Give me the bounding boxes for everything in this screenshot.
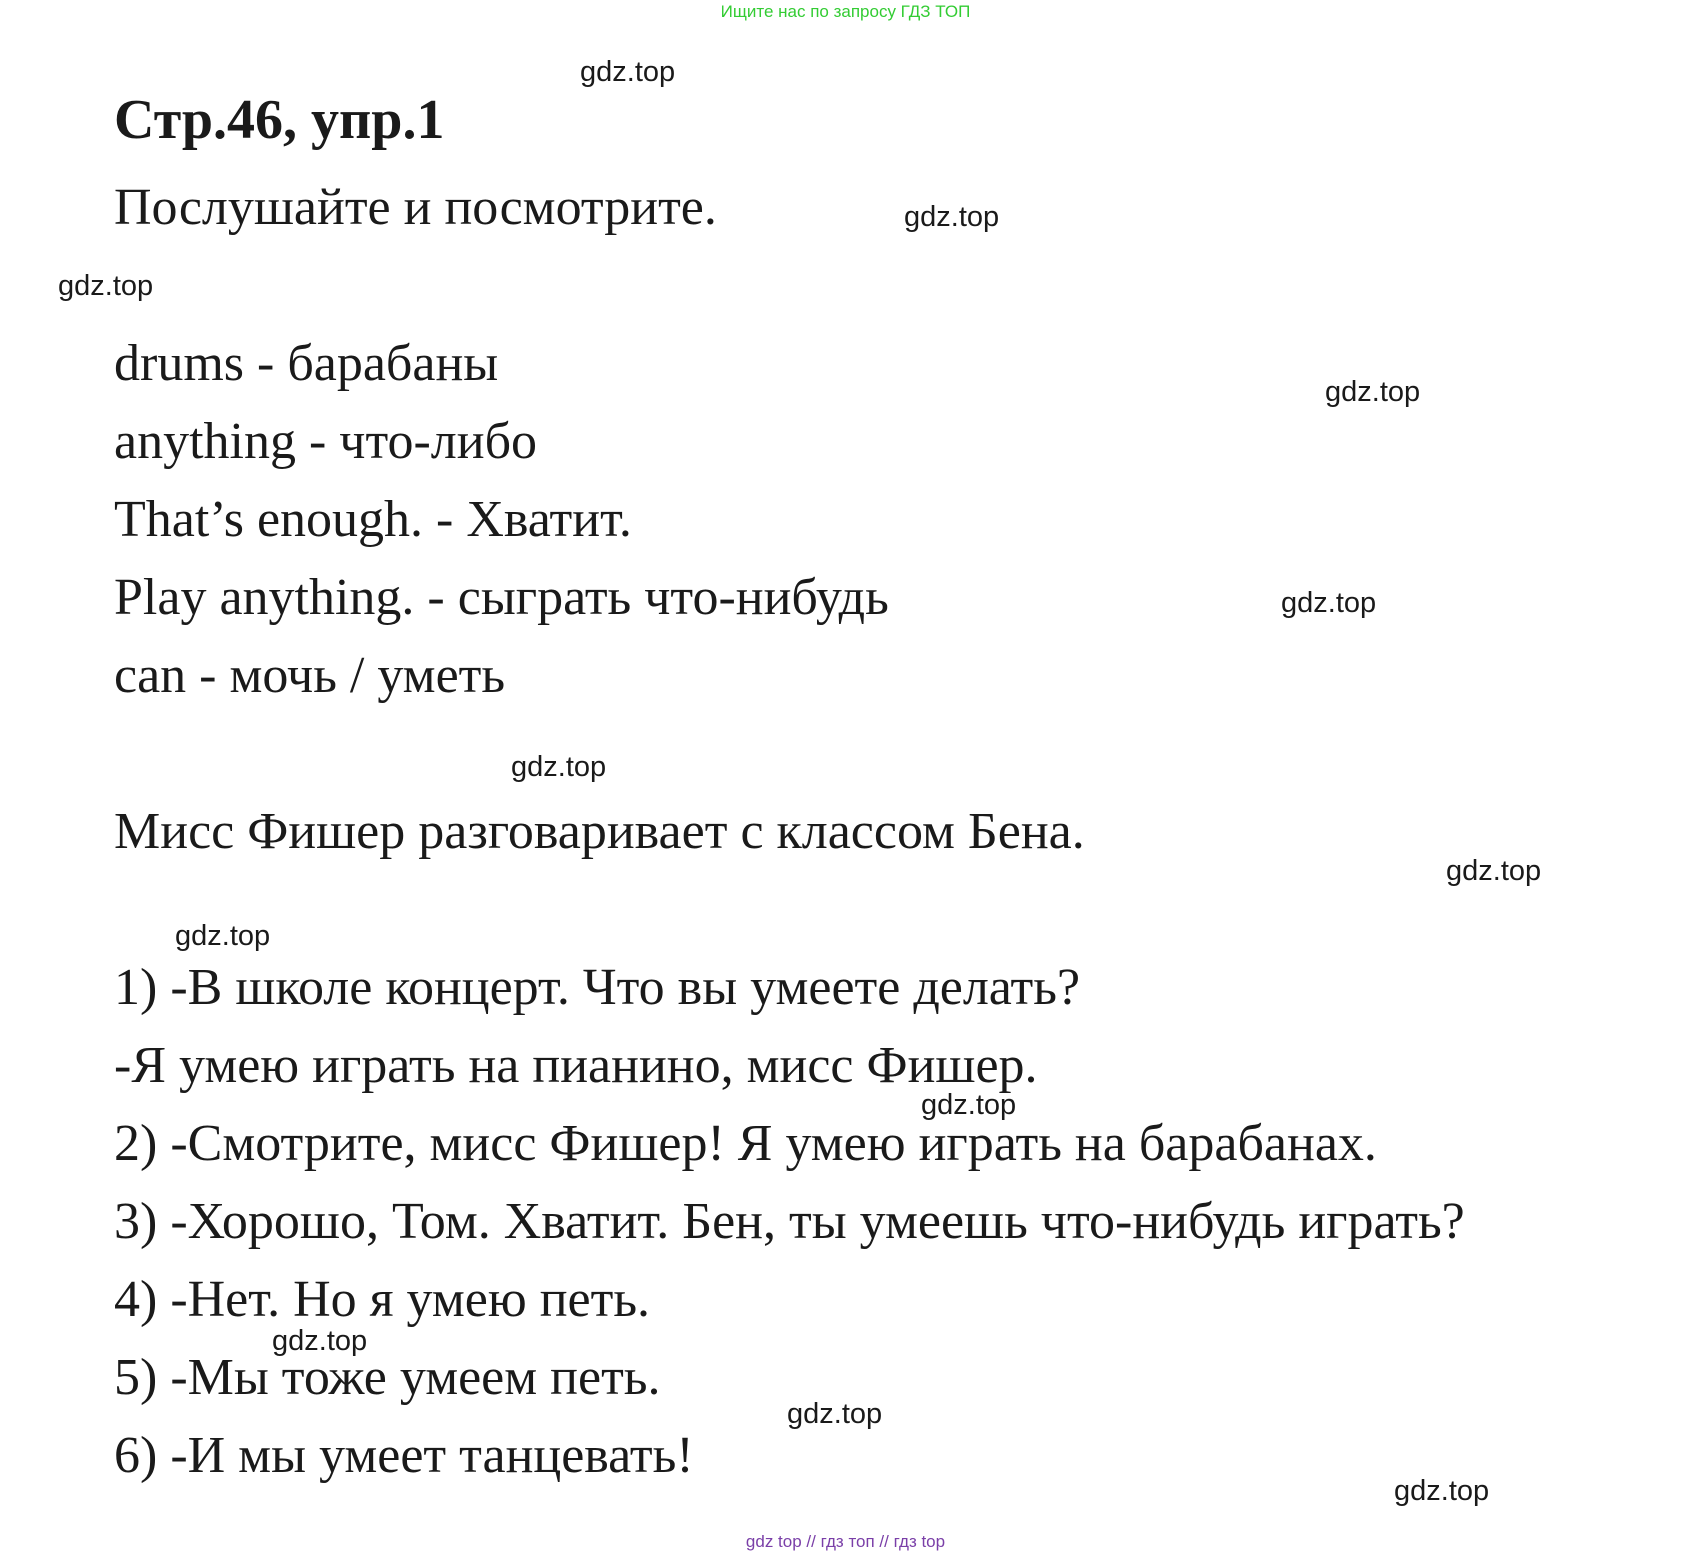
vocab-item: anything - что-либо bbox=[114, 413, 538, 470]
vocab-item: can - мочь / уметь bbox=[114, 647, 506, 704]
top-banner-link[interactable]: Ищите нас по запросу ГДЗ ТОП bbox=[720, 2, 971, 21]
watermark: gdz.top bbox=[1281, 587, 1377, 619]
watermark: gdz.top bbox=[58, 270, 154, 302]
watermark: gdz.top bbox=[511, 751, 607, 783]
watermark: gdz.top bbox=[1446, 855, 1542, 887]
dialogue-line: 6) -И мы умеет танцевать! bbox=[114, 1427, 694, 1484]
watermark: gdz.top bbox=[272, 1325, 368, 1357]
dialogue-line: 1) -В школе концерт. Что вы умеете делать? bbox=[114, 959, 1081, 1016]
watermark: gdz.top bbox=[1325, 376, 1421, 408]
watermark: gdz.top bbox=[787, 1398, 883, 1430]
watermark: gdz.top bbox=[1394, 1475, 1490, 1507]
dialogue-line: 3) -Хорошо, Том. Хватит. Бен, ты умеешь что-нибудь играть? bbox=[114, 1193, 1465, 1250]
watermark: gdz.top bbox=[175, 920, 271, 952]
watermark: gdz.top bbox=[580, 56, 676, 88]
vocab-item: drums - барабаны bbox=[114, 335, 499, 392]
watermark: gdz.top bbox=[921, 1089, 1017, 1121]
watermark: gdz.top bbox=[904, 201, 1000, 233]
vocab-item: That’s enough. - Хватит. bbox=[114, 491, 632, 548]
dialogue-line: 5) -Мы тоже умеем петь. bbox=[114, 1349, 661, 1406]
footer-links[interactable]: gdz top // гдз топ // гдз top bbox=[745, 1532, 946, 1551]
dialogue-line: -Я умею играть на пианино, мисс Фишер. bbox=[114, 1037, 1038, 1094]
dialogue-line: 4) -Нет. Но я умею петь. bbox=[114, 1271, 651, 1328]
dialogue-line: 2) -Смотрите, мисс Фишер! Я умею играть на барабанах. bbox=[114, 1115, 1377, 1172]
vocab-item: Play anything. - сыграть что-нибудь bbox=[114, 569, 889, 626]
intro-text: Мисс Фишер разговаривает с классом Бена. bbox=[114, 803, 1085, 860]
instruction-text: Послушайте и посмотрите. bbox=[114, 179, 717, 236]
page-title: Стр.46, упр.1 bbox=[114, 89, 445, 151]
